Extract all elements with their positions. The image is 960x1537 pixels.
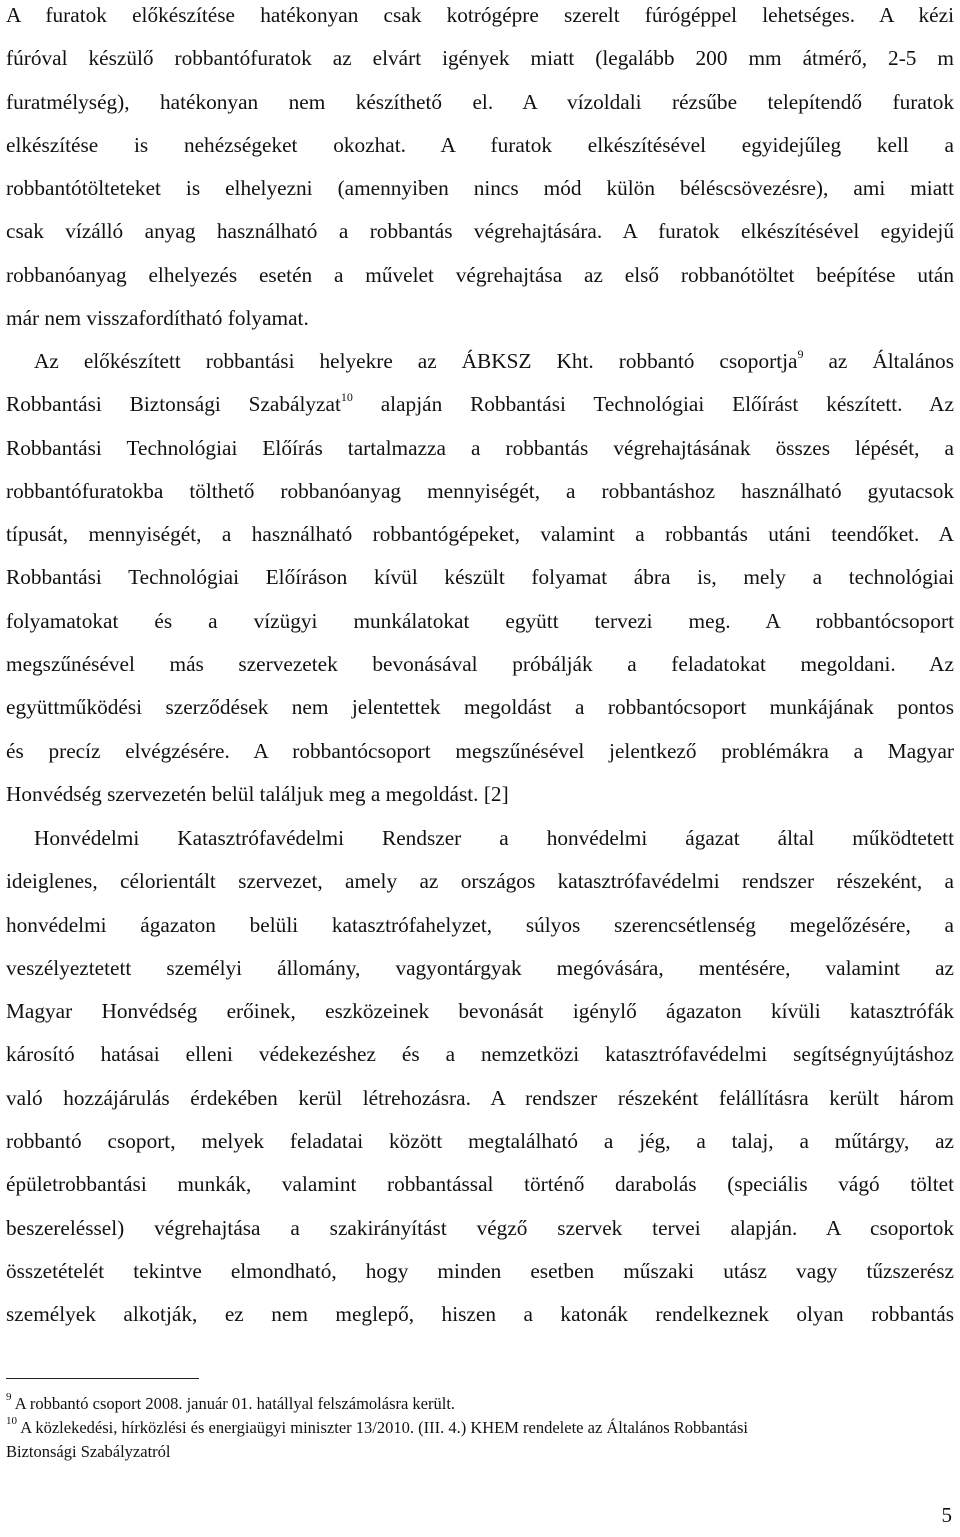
footnote-text: A közlekedési, hírközlési és energiaügyi miniszter 13/2010. (III. 4.) KHEM rendelete az Általános Robbantási xyxy=(17,1418,748,1437)
text-line: együttműködési szerződések nem jelentettek megoldást a robbantócsoport munkájának pontos xyxy=(6,695,954,720)
text-line: robbanóanyag elhelyezés esetén a művelet végrehajtása az első robbanótöltet beépítése után xyxy=(6,262,954,287)
text-line: megszűnésével más szervezetek bevonásával próbálják a feladatokat megoldani. Az xyxy=(6,652,954,677)
footnote-text: A robbantó csoport 2008. január 01. hatállyal felszámolásra került. xyxy=(11,1394,456,1413)
footnote-10 xyxy=(6,1416,954,1464)
text-line: Robbantási Technológiai Előírás tartalmazza a robbantás végrehajtásának összes lépését, a xyxy=(6,435,954,460)
text-line: A furatok előkészítése hatékonyan csak kotrógépre szerelt fúrógéppel lehetséges. A kézi xyxy=(6,3,954,27)
footnote-text-continued: Biztonsági Szabályzatról xyxy=(6,1442,171,1461)
text-line: robbantótölteteket is elhelyezni (amennyiben nincs mód külön béléscsövezésre), ami miatt xyxy=(6,176,954,201)
text-line: csak vízálló anyag használható a robbantás végrehajtására. A furatok elkészítésével egyidejű xyxy=(6,219,954,244)
text-run: az Általános xyxy=(803,349,954,373)
text-line: típusát, mennyiségét, a használható robbantógépeket, valamint a robbantás utáni teendőket. A xyxy=(6,522,954,547)
text-line: Magyar Honvédség erőinek, eszközeinek bevonását igénylő ágazaton kívüli katasztrófák xyxy=(6,999,954,1024)
page-number: 5 xyxy=(941,1503,952,1527)
text-line xyxy=(6,383,954,426)
paragraph-3 xyxy=(6,817,954,1337)
footnote-mark: 9 xyxy=(6,1390,12,1403)
text-run: Az előkészített robbantási helyekre az ÁBKSZ Kht. robbantó csoportja xyxy=(34,349,798,373)
text-run: alapján Robbantási Technológiai Előírást készített. Az xyxy=(352,392,954,417)
text-line: Honvédelmi Katasztrófavédelmi Rendszer a honvédelmi ágazat által működtetett xyxy=(34,826,954,850)
footnote-divider xyxy=(6,1378,199,1379)
footnote-ref-9: 9 xyxy=(797,346,804,361)
text-line: furatmélység), hatékonyan nem készíthető el. A vízoldali rézsűbe telepítendő furatok xyxy=(6,89,954,114)
footnote-mark: 10 xyxy=(6,1414,17,1427)
text-line: Honvédség szervezetén belül találjuk meg a megoldást. [2] xyxy=(6,781,509,806)
text-line: már nem visszafordítható folyamat. xyxy=(6,306,309,331)
text-line: folyamatokat és a vízügyi munkálatokat együtt tervezi meg. A robbantócsoport xyxy=(6,608,954,633)
text-line: robbantó csoport, melyek feladatai között megtalálható a jég, a talaj, a műtárgy, az xyxy=(6,1129,954,1154)
text-line: károsító hatásai elleni védekezéshez és a nemzetközi katasztrófavédelmi segítségnyújtáshoz xyxy=(6,1042,954,1067)
text-line: honvédelmi ágazaton belüli katasztrófahelyzet, súlyos szerencsétlenség megelőzésére, a xyxy=(6,912,954,937)
footnote-9 xyxy=(6,1392,954,1416)
text-line: való hozzájárulás érdekében kerül létrehozásra. A rendszer részeként felállításra került három xyxy=(6,1085,954,1110)
text-line: épületrobbantási munkák, valamint robbantással történő darabolás (speciális vágó töltet xyxy=(6,1172,954,1197)
text-line: elkészítése is nehézségeket okozhat. A furatok elkészítésével egyidejűleg kell a xyxy=(6,132,954,157)
text-line: fúróval készülő robbantófuratok az elvárt igények miatt (legalább 200 mm átmérő, 2-5 m xyxy=(6,46,954,71)
text-line: robbantófuratokba tölthető robbanóanyag mennyiségét, a robbantáshoz használható gyutacsok xyxy=(6,478,954,503)
paragraph-1 xyxy=(6,0,954,340)
text-line: veszélyeztetett személyi állomány, vagyontárgyak megóvására, mentésére, valamint az xyxy=(6,955,954,980)
text-line: személyek alkotják, ez nem meglepő, hiszen a katonák rendelkeznek olyan robbantás xyxy=(6,1302,954,1327)
paragraph-2 xyxy=(6,340,954,816)
footnote-ref-10: 10 xyxy=(340,390,353,405)
text-line: beszereléssel) végrehajtása a szakirányítást végző szervek tervei alapján. A csoportok xyxy=(6,1215,954,1240)
text-line xyxy=(6,340,954,383)
text-run: Robbantási Biztonsági Szabályzat xyxy=(6,392,341,417)
text-line: és precíz elvégzésére. A robbantócsoport megszűnésével jelentkező problémákra a Magyar xyxy=(6,738,954,763)
text-line: összetételét tekintve elmondható, hogy minden esetben műszaki utász vagy tűzszerész xyxy=(6,1258,954,1283)
text-line: ideiglenes, célorientált szervezet, amely az országos katasztrófavédelmi rendszer részeként, a xyxy=(6,869,954,894)
text-line: Robbantási Technológiai Előíráson kívül készült folyamat ábra is, mely a technológiai xyxy=(6,565,954,590)
